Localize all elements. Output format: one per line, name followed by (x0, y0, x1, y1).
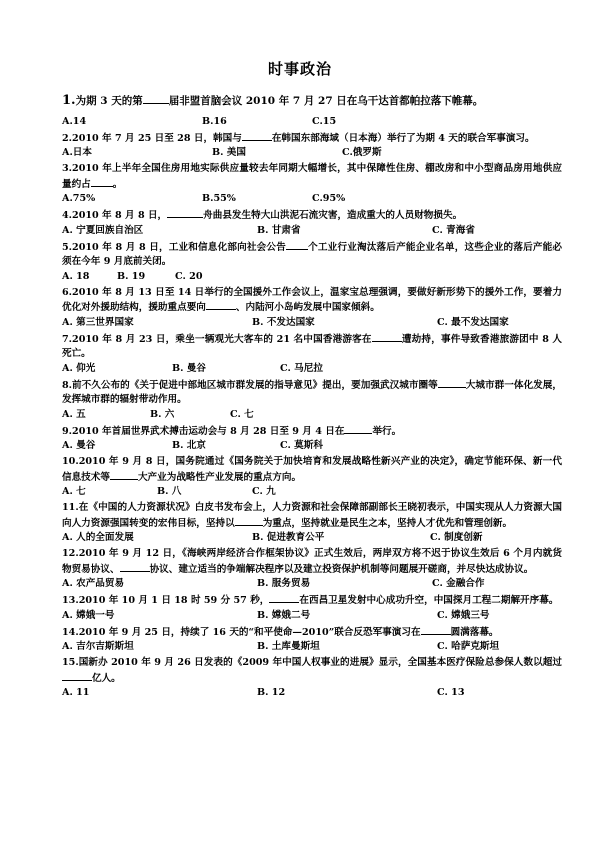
option-row (62, 192, 562, 207)
question-14 (62, 625, 562, 656)
option-b: B. 八 (157, 486, 182, 497)
answer-blank (421, 625, 451, 635)
option-b: B.55% (202, 193, 236, 204)
option-a: A. 18 (62, 270, 90, 282)
option-c: C.15 (312, 115, 337, 127)
answer-blank (235, 516, 263, 526)
answer-blank (143, 94, 169, 104)
option-b: B. 六 (150, 408, 175, 420)
question-13 (62, 593, 562, 624)
option-row (62, 686, 562, 701)
answer-blank (120, 562, 150, 572)
option-a: A. 曼谷 (62, 440, 96, 451)
option-a: A. 人的全面发展 (62, 532, 134, 543)
option-b: B. 北京 (172, 440, 206, 451)
option-b: B.16 (202, 115, 227, 127)
option-c: C. 马尼拉 (280, 362, 323, 374)
option-a: A.日本 (62, 147, 92, 158)
option-c: C. 20 (175, 270, 203, 282)
option-b: B. 嫦娥二号 (257, 609, 311, 621)
answer-blank (344, 424, 372, 434)
answer-blank (167, 208, 203, 218)
option-b: B. 12 (257, 687, 286, 698)
page-title: 时事政治 (267, 60, 332, 78)
option-c: C. 嫦娥三号 (437, 609, 490, 621)
option-row (62, 316, 562, 331)
option-c: C. 哈萨克斯坦 (437, 641, 500, 652)
question-stem: 1.为期 3 天的第 届非盟首脑会议 2010 年 7 月 27 日在乌干达首都帕拉落下帷幕。 (62, 93, 484, 108)
question-stem: 14.2010 年 9 月 25 日，持续了 16 天的“和平使命—2010”联合反恐军事演习在 圆满落幕。 (62, 626, 499, 638)
question-10 (62, 455, 562, 500)
question-stem: 4.2010 年 8 月 8 日， 舟曲县发生特大山洪泥石流灾害，造成重大的人员财物损失。 (62, 210, 463, 221)
option-b: B. 甘肃省 (257, 224, 301, 236)
option-a: A. 七 (62, 486, 86, 497)
answer-blank (110, 470, 138, 480)
option-row (62, 115, 562, 130)
question-stem: 8.前不久公布的《关于促进中部地区城市群发展的指导意见》提出，要加强武汉城市圈等 大城市群一体化发展，发挥城市群的辐射带动作用。 (62, 379, 563, 405)
question-8 (62, 378, 562, 423)
option-row (62, 439, 562, 454)
option-c: C. 13 (437, 687, 465, 698)
question-7 (62, 332, 562, 377)
question-stem: 13.2010 年 10 月 1 日 18 时 59 分 57 秒， 在西昌卫星发射中心成功升空，中国探月工程二期解开序幕。 (62, 595, 559, 606)
question-number: 1. (62, 93, 76, 108)
option-c: C. 制度创新 (430, 532, 483, 543)
option-a: A. 第三世界国家 (62, 316, 134, 328)
answer-blank (438, 378, 466, 388)
answer-blank (269, 593, 299, 603)
question-9 (62, 424, 562, 455)
question-stem: 9.2010 年首届世界武术搏击运动会与 8 月 28 日至 9 月 4 日在 举行。 (62, 425, 402, 437)
option-a: A. 仰光 (62, 362, 96, 374)
question-4 (62, 208, 562, 239)
answer-blank (91, 177, 113, 187)
option-row (62, 362, 562, 377)
question-stem: 6.2010 年 8 月 13 日至 14 日举行的全国援外工作会议上，温家宝总理强调，要做好新形势下的援外工作，要着力优化对外援助结构，援助重点要向 、内陆河小岛屿发展中国家倾斜。 (62, 286, 562, 313)
option-row (62, 146, 562, 161)
option-c: C.95% (312, 193, 346, 204)
answer-blank (62, 671, 92, 681)
option-a: A. 11 (62, 687, 90, 698)
option-a: A.75% (62, 193, 96, 204)
option-row (62, 577, 562, 592)
option-row (62, 640, 562, 655)
answer-blank (242, 131, 272, 141)
option-a: A. 嫦娥一号 (62, 609, 115, 621)
option-b: B. 不发达国家 (252, 316, 315, 328)
option-row (62, 485, 562, 500)
option-c: C.俄罗斯 (342, 147, 382, 158)
option-a: A. 宁夏回族自治区 (62, 224, 144, 236)
option-b: B. 土库曼斯坦 (257, 641, 320, 652)
option-b: B. 促进教育公平 (252, 532, 325, 543)
option-b: B. 服务贸易 (257, 578, 311, 589)
option-c: C. 七 (230, 408, 254, 420)
option-c: C. 九 (252, 486, 276, 497)
option-row (62, 224, 562, 239)
question-15 (62, 656, 562, 701)
question-3 (62, 162, 562, 207)
option-row (62, 609, 562, 624)
option-c: C. 金融合作 (432, 578, 485, 589)
option-a: A. 吉尔吉斯斯坦 (62, 641, 134, 652)
answer-blank (372, 332, 402, 342)
option-b: B. 美国 (212, 147, 246, 158)
question-stem: 11.在《中国的人力资源状况》白皮书发布会上，人力资源和社会保障部副部长王晓初表示，中国实现从人力资源大国向人力资源强国转变的宏伟目标，坚持以 为重点，坚持就业是民生之本，坚持人才优先和管理创新。 (62, 502, 562, 529)
option-a: A. 五 (62, 408, 86, 420)
question-12 (62, 547, 562, 592)
option-c: C. 最不发达国家 (437, 316, 509, 328)
option-a: A. 农产品贸易 (62, 578, 125, 589)
question-6 (62, 286, 562, 331)
question-list (62, 94, 562, 702)
question-stem: 15.国新办 2010 年 9 月 26 日发表的《2009 年中国人权事业的进展》显示，全国基本医疗保险总参保人数以超过亿人。 (62, 657, 562, 684)
question-stem: 10.2010 年 9 月 8 日，国务院通过《国务院关于加快培育和发展战略性新兴产业的决定》，确定节能环保、新一代信息技术等 大产业为战略性产业发展的重点方向。 (62, 456, 562, 483)
question-5 (62, 240, 562, 285)
question-stem: 5.2010 年 8 月 8 日，工业和信息化部向社会公告 个工业行业淘汰落后产能企业名单，这些企业的落后产能必须在今年 9 月底前关闭。 (62, 241, 562, 267)
option-row (62, 408, 562, 423)
option-b: B. 曼谷 (172, 362, 206, 374)
answer-blank (286, 240, 308, 250)
question-stem: 3.2010 年上半年全国住房用地实际供应量较去年同期大幅增长，其中保障性住房、棚改房和中小型商品房用地供应量约占 。 (62, 163, 562, 190)
question-stem: 7.2010 年 8 月 23 日，乘坐一辆观光大客车的 21 名中国香港游客在 遭劫持，事件导致香港旅游团中 8 人死亡。 (62, 333, 562, 359)
question-stem: 12.2010 年 9 月 12 日，《海峡两岸经济合作框架协议》正式生效后，两岸双方将不迟于协议生效后 6 个月内就货物贸易协议、 协议、建立适当的争端解决程序以及建立投资保护机制等问题展开磋商，并尽快达成协议。 (62, 548, 562, 575)
option-row (62, 531, 562, 546)
option-a: A.14 (62, 115, 87, 127)
answer-blank (206, 300, 236, 310)
option-c: C. 青海省 (432, 224, 475, 236)
question-stem: 2.2010 年 7 月 25 日至 28 日，韩国与 在韩国东部海域（日本海）举行了为期 4 天的联合军事演习。 (62, 132, 535, 144)
option-row (62, 270, 562, 285)
question-1 (62, 94, 562, 130)
option-c: C. 莫斯科 (280, 440, 323, 451)
option-b: B. 19 (117, 270, 146, 282)
question-11 (62, 501, 562, 546)
question-2 (62, 131, 562, 162)
